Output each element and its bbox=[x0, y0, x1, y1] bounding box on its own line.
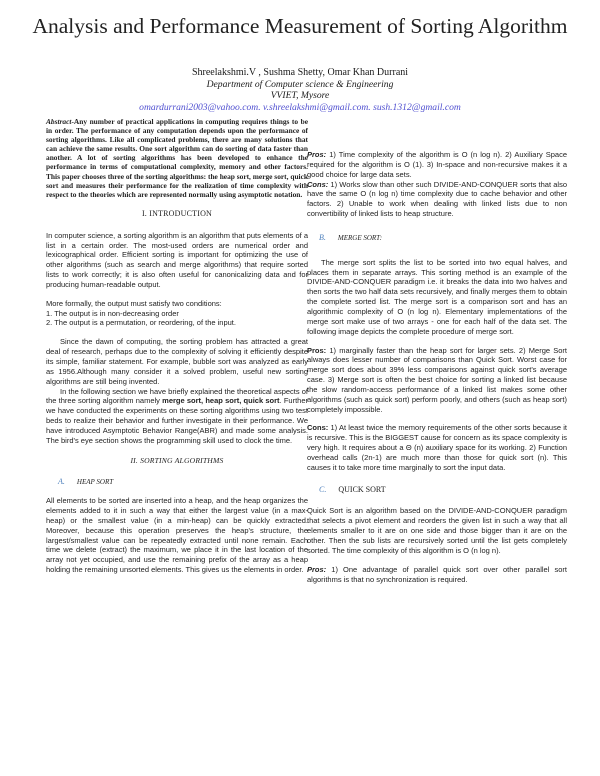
subsection-heading-heap-sort bbox=[46, 477, 308, 488]
author-department: Department of Computer science & Engineering bbox=[206, 78, 394, 90]
abstract-lead: Abstract- bbox=[46, 117, 74, 126]
merge-pros bbox=[307, 346, 567, 415]
section-heading-introduction: I. INTRODUCTION bbox=[141, 208, 213, 218]
author-emails[interactable]: omardurrani2003@vahoo.com. v.shreelakshmi@gmail.com. sush.1312@gmail.com bbox=[139, 101, 461, 113]
merge-pros-text: 1) marginally faster than the heap sort for larger sets. 2) Merge Sort always does lesser number of comparisons than Quick Sort. Worst case for merge sort does about 39% less comparisons against quick sort's average case. 3) Merge sort is often the best choice for sorting a linked list because the slow random-access performance of a linked list makes some other algorithms (such as quick sort) perform poorly, and others (such as heap sort) completely impossible. bbox=[307, 345, 567, 414]
merge-cons-label: Cons: bbox=[307, 423, 329, 433]
merge-sort-title: MERGE SORT: bbox=[337, 233, 383, 242]
heap-pros-label: Pros: bbox=[307, 150, 327, 159]
merge-cons-text: 1) At least twice the memory requirements of the other sorts because it is recursive. This is the BIGGEST cause for concern as its space complexity is very high. It requires about a Θ (n) auxiliary space for its working. 2) Function overhead calls (2n-1) are much more than those for quick sort (n). This causes it to take more time marginally to sort the input data. bbox=[307, 423, 567, 472]
quick-pros-text: 1) One advantage of parallel quick sort over other parallel sort algorithms is that no synchronization is required. bbox=[307, 564, 567, 584]
intro-paragraph-2 bbox=[46, 299, 308, 329]
author-institution: VVIET, Mysore bbox=[270, 90, 330, 101]
quick-sort-paragraph: Quick Sort is an algorithm based on the DIVIDE-AND-CONQUER paradigm that selects a pivot element and reorders the given list in such a way that all elements smaller to it are on one side and those bigger than it are on the other. Then the sub lists are recursively sorted until the list gets completely sorted. The time complexity of this algorithm is O (n log n). bbox=[307, 506, 567, 555]
heap-pros-text: 1) Time complexity of the algorithm is O (n log n). 2) Auxiliary Space required for the algorithm is O (1). 3) In-space and non-recursive makes it a good choice for large data sets. bbox=[307, 150, 567, 179]
heap-cons bbox=[307, 180, 567, 219]
paper-title: Analysis and Performance Measurement of Sorting Algorithm bbox=[32, 14, 568, 38]
merge-pros-label: Pros: bbox=[307, 345, 327, 355]
abstract-text: Any number of practical applications in computing requires things to be in order. The performance of any computation depends upon the performance of sorting algorithms. Like all complicated problems, there are many solutions that can achieve the same results. One sort algorithm can do sorting of data faster than another. A lot of sorting algorithms has been developed to enhance the performance in terms of computational complexity, memory and other factors. This paper chooses three of the sorting algorithms: the heap sort, merge sort, quick sort and measures their performance for the realization of time complexity with respect to the theories which are represented normally using asymptotic notation. bbox=[46, 117, 308, 199]
quick-sort-title: QUICK SORT bbox=[338, 484, 386, 494]
left-column bbox=[46, 117, 308, 575]
intro-conditions-lead: More formally, the output must satisfy two conditions: bbox=[46, 298, 222, 308]
heap-sort-paragraph: All elements to be sorted are inserted into a heap, and the heap organizes the elements added to it in such a way that either the largest value (in a max-heap) or the smallest value (in a min-heap) can be quickly extracted. Moreover, because this operation preserves the heap's structure, the largest/smallest value can be repeatedly extracted until none remain. Each time we delete (extract) the maximum, we place it in the last location of the array not yet occupied, and use the remaining prefix of the array as a heap holding the remaining unsorted elements. This gives us the elements in order. bbox=[46, 496, 308, 575]
author-names: Shreelakshmi.V , Sushma Shetty, Omar Khan Durrani bbox=[191, 67, 409, 78]
intro-paragraph-1: In computer science, a sorting algorithm is an algorithm that puts elements of a list in a certain order. The most-used orders are numerical order and lexicographical order. Efficient sorting is important for optimizing the use of other algorithms (such as search and merge algorithms) that require sorted lists to work correctly; it is also often useful for canonicalizing data and for producing human-readable output. bbox=[46, 230, 308, 289]
author-block bbox=[30, 67, 570, 113]
quick-pros bbox=[307, 565, 567, 585]
merge-cons bbox=[307, 423, 567, 472]
section-heading-sorting-algorithms: II. SORTING ALGORITHMS bbox=[130, 455, 224, 465]
right-column bbox=[307, 117, 567, 584]
merge-sort-letter: B. bbox=[319, 232, 326, 242]
subsection-heading-merge-sort bbox=[307, 233, 567, 244]
intro-p4-bold: merge sort, heap sort, quick sort bbox=[162, 396, 280, 406]
intro-p4-part-b: . Further we have conducted the experiments on these sorting algorithms using two test beds to realize their behavior and further investigate in their performance. We have introduced Asymptotic Behavior Range(ABR) and made some analysis. The bird's eye section shows the programming skill used to clock the time. bbox=[46, 396, 309, 445]
heap-pros bbox=[307, 150, 567, 180]
quick-sort-letter: C. bbox=[319, 484, 327, 494]
intro-paragraph-4 bbox=[46, 387, 308, 446]
merge-sort-paragraph: The merge sort splits the list to be sorted into two equal halves, and places them in separate arrays. This sorting method is an example of the DIVIDE-AND-CONQUER paradigm i.e. it breaks the data into two halves and then sorts the two half data sets recursively, and finally merges them to obtain the complete sorted list. The merge sort is a comparison sort and has an algorithmic complexity of O (n log n). Elementary implementations of the merge sort make use of two arrays - one for each half of the data set. The following image depicts the complete procedure of merge sort. bbox=[307, 257, 567, 336]
heap-sort-title: HEAP SORT bbox=[76, 478, 114, 487]
heap-cons-label: Cons: bbox=[307, 179, 329, 189]
heap-cons-text: 1) Works slow than other such DIVIDE-AND-CONQUER sorts that also have the same O (n log n) time complexity due to cache behavior and other factors. 2) Unable to work when dealing with linked lists due to non convertibility of linked lists to heap structure. bbox=[307, 179, 567, 219]
heap-sort-letter: A. bbox=[58, 477, 65, 487]
intro-paragraph-3: Since the dawn of computing, the sorting problem has attracted a great deal of research, perhaps due to the complexity of solving it efficiently despite its simple, familiar statement. For example, bubble sort was analyzed as early as 1956.Although many consider it a solved problem, useful new sorting algorithms are still being invented. bbox=[46, 337, 308, 386]
intro-condition-2: 2. The output is a permutation, or reordering, of the input. bbox=[46, 318, 236, 328]
intro-condition-1: 1. The output is in non-decreasing order bbox=[46, 308, 179, 318]
intro-p4-part-a: In the following section we have briefly explained the theoretical aspects of the three sorting algorithm namely bbox=[46, 386, 308, 406]
subsection-heading-quick-sort bbox=[307, 485, 567, 495]
abstract bbox=[46, 117, 308, 199]
quick-pros-label: Pros: bbox=[307, 564, 327, 574]
